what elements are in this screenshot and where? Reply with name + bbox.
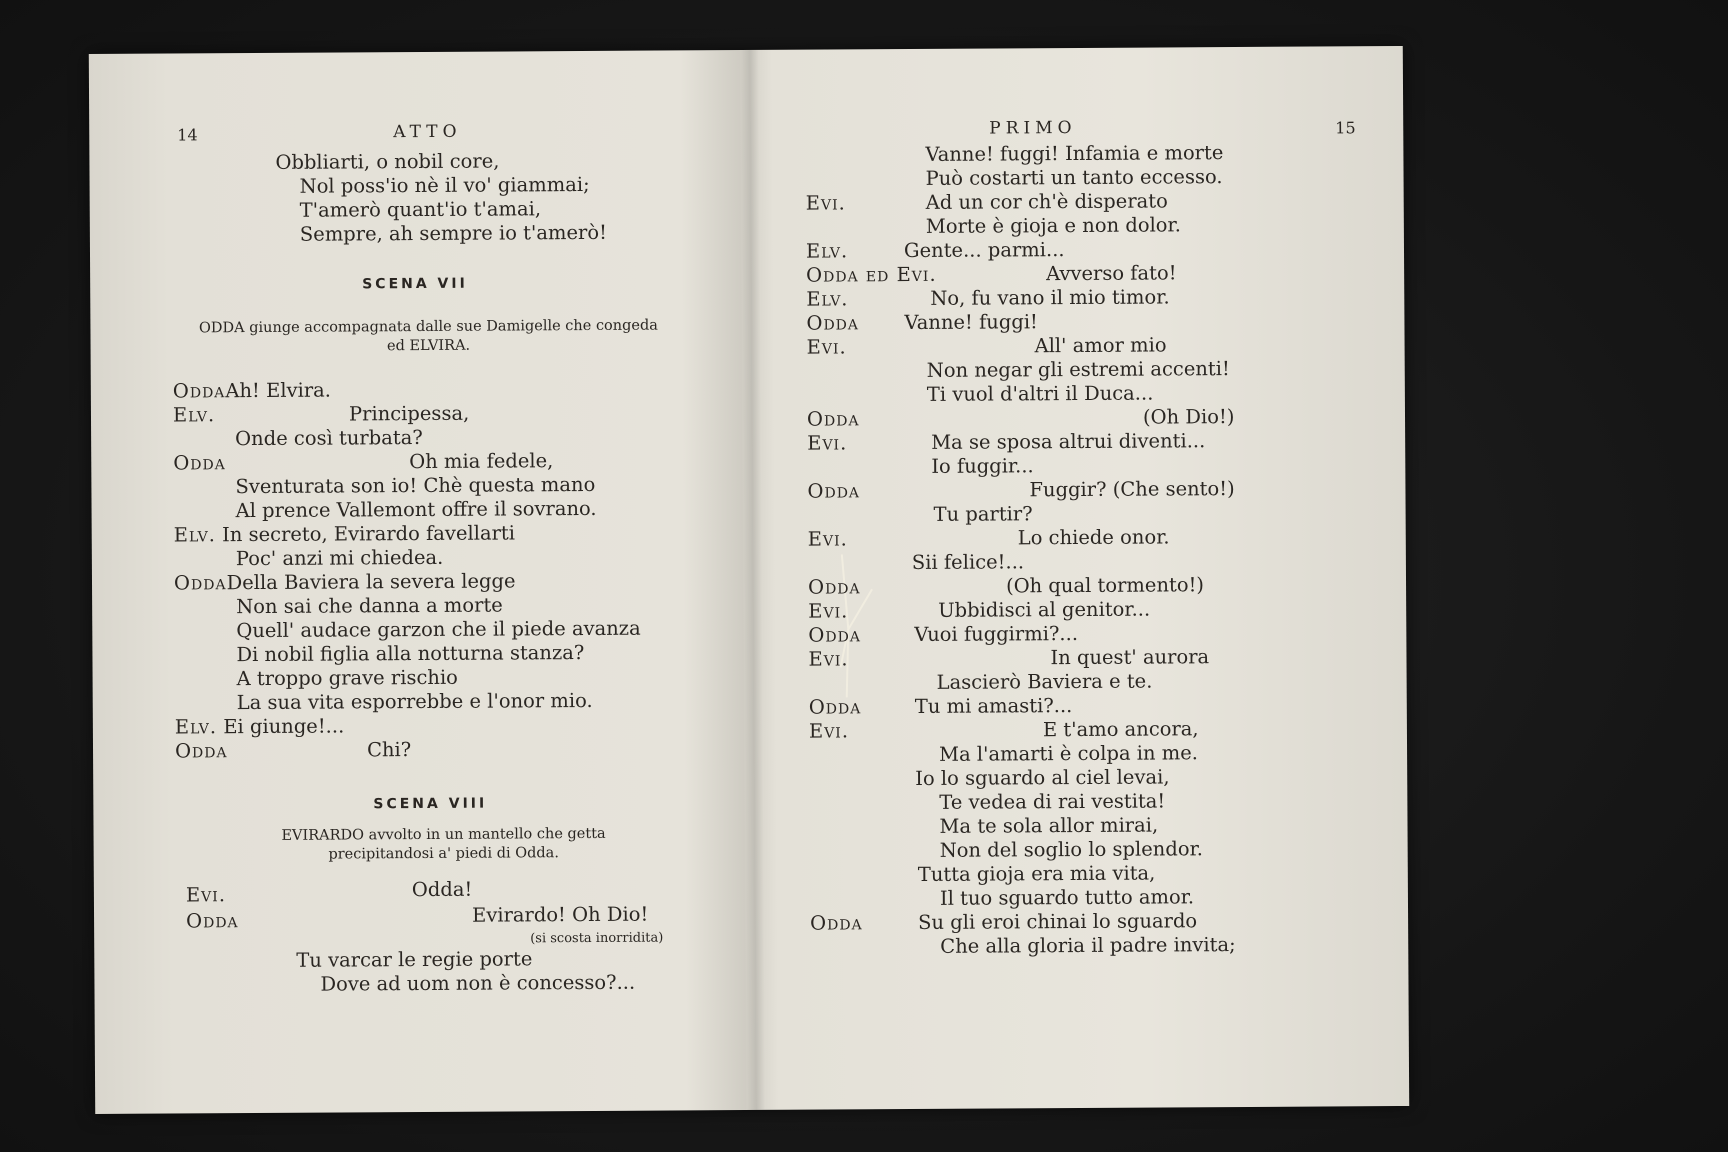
- speaker-name: Odda: [806, 407, 860, 431]
- verse-line: T'amerò quant'io t'amai,: [299, 197, 542, 222]
- line-text: Poc' anzi mi chiedea.: [235, 545, 444, 571]
- line-text: Odda!: [411, 877, 473, 902]
- speaker-name: Odda: [173, 451, 226, 475]
- line-text: Tu mi amasti?...: [914, 694, 1073, 718]
- speaker-name: Odda: [810, 911, 863, 935]
- verse-line: Obbliarti, o nobil core,: [275, 149, 500, 174]
- speaker-name: Evi.: [808, 599, 849, 623]
- line-text: Lascierò Baviera e te.: [936, 669, 1153, 694]
- speaker-name: Odda: [174, 739, 228, 763]
- speaker-name: Elv.: [173, 523, 216, 547]
- line-text: Vanne! fuggi!: [904, 310, 1038, 335]
- stage-direction-line: ODDA giunge accompagnata dalle sue Damigelle che congeda: [198, 317, 658, 337]
- dialogue-line: [174, 521, 515, 547]
- line-text: Tutta gioja era mia vita,: [917, 861, 1156, 886]
- speaker-name: Evi.: [806, 335, 847, 359]
- page-number-left: 14: [177, 125, 198, 145]
- line-text: Ma se sposa altrui diventi...: [931, 429, 1206, 454]
- line-text: All' amor mio: [1034, 333, 1167, 358]
- line-text: Ad un cor ch'è disperato: [925, 189, 1168, 214]
- line-text: La sua vita esporrebbe e l'onor mio.: [236, 688, 593, 715]
- verse-line: Sempre, ah sempre io t'amerò!: [299, 220, 607, 246]
- right-page: [749, 46, 1409, 1110]
- speaker-name: Elv.: [806, 287, 849, 311]
- line-text: Della Baviera la severa legge: [226, 569, 516, 595]
- line-text: Il tuo sguardo tutto amor.: [939, 885, 1195, 910]
- line-text: Ubbidisci al genitor...: [938, 597, 1151, 622]
- speaker-name: Evi.: [807, 527, 848, 551]
- line-text: Io lo sguardo al ciel levai,: [915, 765, 1170, 790]
- speaker-name: Odda: [807, 479, 861, 503]
- line-text: Sventurata son io! Chè questa mano: [235, 472, 596, 499]
- line-text: Avverso fato!: [1046, 261, 1177, 286]
- scene-heading-viii: SCENA VIII: [373, 795, 488, 813]
- line-text: E t'amo ancora,: [1042, 717, 1199, 742]
- speaker-name: Odda: [173, 571, 227, 595]
- speaker-name: Evi.: [808, 647, 849, 671]
- line-text: A troppo grave rischio: [236, 665, 458, 691]
- line-text: Sii felice!...: [911, 550, 1025, 575]
- line-text: Può costarti un tanto eccesso.: [925, 165, 1223, 190]
- dialogue-line: [174, 569, 516, 595]
- line-text: Dove ad uom non è concesso?...: [320, 970, 636, 996]
- stage-direction: [243, 825, 643, 865]
- line-text: In secreto, Evirardo favellarti: [222, 521, 516, 547]
- stage-direction: [168, 316, 688, 357]
- speaker-name: Odda: [808, 695, 862, 719]
- line-text: Ma l'amarti è colpa in me.: [938, 741, 1199, 766]
- speaker-name: Evi.: [185, 883, 227, 907]
- running-head-right: PRIMO: [989, 117, 1077, 139]
- line-text: Evirardo! Oh Dio!: [471, 902, 649, 927]
- speaker-name: Elv.: [174, 715, 218, 739]
- line-text: Chi?: [366, 738, 412, 762]
- line-text: Ti vuol d'altri il Duca...: [926, 381, 1154, 406]
- line-text: Ma te sola allor mirai,: [939, 813, 1159, 838]
- line-text: Non sai che danna a morte: [236, 593, 503, 619]
- line-text: Tu varcar le regie porte: [296, 947, 533, 972]
- dialogue-line: [173, 379, 331, 404]
- line-text: (Oh qual tormento!): [1005, 573, 1205, 598]
- left-page: [89, 50, 755, 1114]
- speaker-name: Odda: [186, 909, 239, 933]
- speaker-name: Odda: [807, 575, 861, 599]
- line-text: Non del soglio lo splendor.: [939, 837, 1203, 862]
- line-text: (Oh Dio!): [1142, 405, 1235, 429]
- line-text: Tu partir?: [933, 502, 1033, 526]
- line-text: Te vedea di rai vestita!: [939, 789, 1166, 814]
- speaker-name: Evi.: [807, 431, 848, 455]
- line-text: In quest' aurora: [1050, 645, 1210, 670]
- line-text: Lo chiede onor.: [1017, 525, 1170, 550]
- page-number-right: 15: [1335, 118, 1356, 138]
- dialogue-line: [173, 403, 215, 427]
- stage-direction-line: EVIRARDO avvolto in un mantello che getta: [281, 825, 606, 844]
- line-text: Io fuggir...: [931, 454, 1034, 478]
- speaker-name: Evi.: [805, 191, 846, 215]
- line-text: Onde così turbata?: [235, 425, 423, 451]
- line-text: Vanne! fuggi! Infamia e morte: [925, 141, 1224, 166]
- line-text: Di nobil figlia alla notturna stanza?: [236, 641, 585, 667]
- stage-direction-line: precipitandosi a' piedi di Odda.: [328, 845, 559, 863]
- speaker-name: Odda ed Evi.: [806, 262, 937, 287]
- speaker-name: Odda: [808, 623, 861, 647]
- speaker-name: Odda: [172, 379, 226, 403]
- line-text: Principessa,: [348, 401, 470, 426]
- line-text: Vuoi fuggirmi?...: [914, 621, 1079, 646]
- line-text: Ei giunge!...: [223, 714, 345, 739]
- scene-heading-vii: SCENA VII: [362, 275, 468, 293]
- speaker-name: Odda: [806, 311, 860, 335]
- stage-aside: (si scosta inorridita): [530, 930, 664, 947]
- verse-line: Nol poss'io nè il vo' giammai;: [299, 172, 590, 198]
- speaker-name: Elv.: [805, 239, 849, 263]
- running-head-left: ATTO: [393, 121, 462, 143]
- speaker-name: Elv.: [172, 403, 216, 427]
- line-text: Quell' audace garzon che il piede avanza: [236, 616, 641, 643]
- line-text: Ah! Elvira.: [225, 378, 331, 403]
- dialogue-line: [175, 714, 345, 739]
- line-text: Al prence Vallemont offre il sovrano.: [235, 496, 597, 523]
- line-text: Non negar gli estremi accenti!: [926, 357, 1230, 382]
- line-text: Fuggir? (Che sento!): [1029, 477, 1235, 502]
- line-text: No, fu vano il mio timor.: [930, 285, 1170, 310]
- line-text: Oh mia fedele,: [409, 449, 554, 474]
- stage-direction-line: ed ELVIRA.: [386, 337, 471, 355]
- line-text: Su gli eroi chinai lo sguardo: [918, 909, 1198, 934]
- book-spread: [89, 46, 1409, 1114]
- line-text: Morte è gioja e non dolor.: [925, 213, 1181, 238]
- line-text: Che alla gloria il padre invita;: [940, 933, 1236, 958]
- line-text: Gente... parmi...: [903, 238, 1065, 263]
- speaker-name: Evi.: [808, 719, 850, 743]
